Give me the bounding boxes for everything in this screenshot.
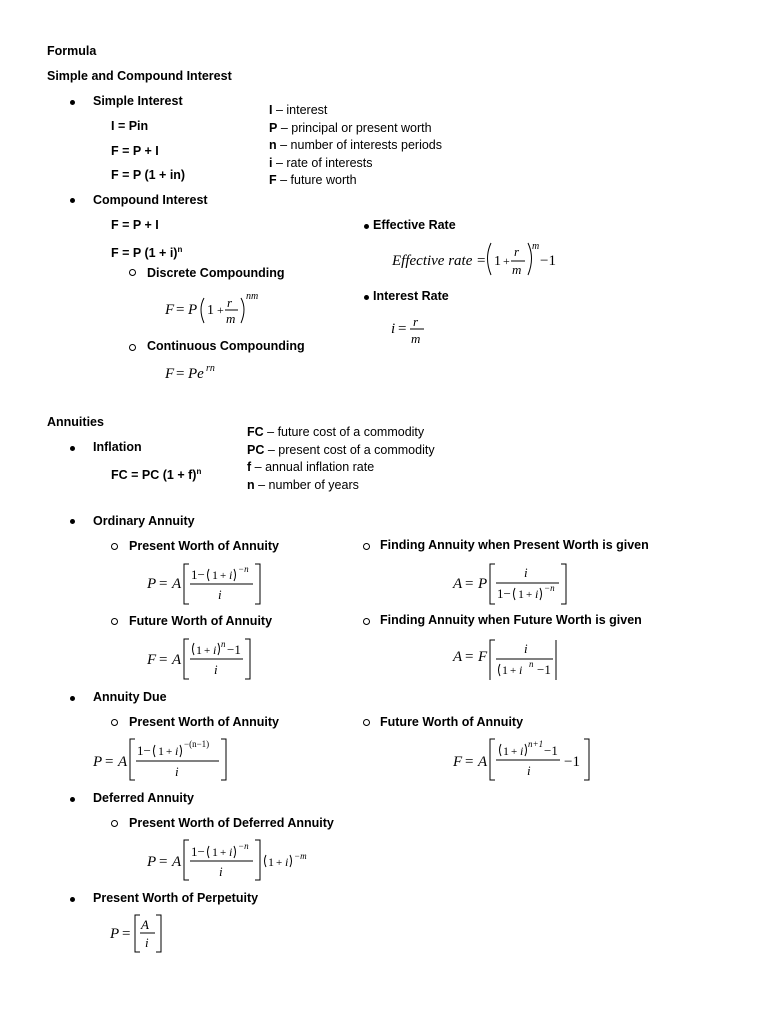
svg-text:i: i [214,662,218,677]
svg-text:A: A [172,854,182,870]
svg-text:i: i [391,321,396,337]
continuous-formula [160,360,230,386]
svg-text:+: + [276,857,283,869]
svg-text:−1: −1 [537,662,551,677]
svg-text:A: A [478,754,488,770]
svg-text:i: i [524,565,528,580]
svg-text:=: = [105,754,114,770]
sub-bullet-icon [111,543,118,550]
svg-text:i: i [229,568,233,582]
simple-legend [269,103,442,191]
svg-text:1: 1 [212,568,218,582]
annuity-due-label: Annuity Due [93,690,167,704]
simple-eq-1: I = Pin [111,119,149,133]
legend-item: i – rate of interests [269,155,373,170]
find-annuity-fw-formula [449,634,569,677]
svg-text:=: = [159,652,168,668]
svg-text:F: F [147,652,157,668]
svg-text:A: A [453,576,463,592]
svg-text:i: i [219,864,223,879]
svg-text:i: i [213,643,217,657]
bullet-icon [70,100,75,105]
due-pw-label: Present Worth of Annuity [129,715,279,729]
bullet-icon [364,224,369,229]
svg-text:1: 1 [207,303,214,318]
svg-text:+: + [510,665,517,677]
svg-text:1−: 1− [191,844,205,859]
svg-text:rn: rn [206,363,215,374]
compound-interest-label: Compound Interest [93,193,208,207]
svg-text:P: P [110,926,120,942]
sub-bullet-icon [111,719,118,726]
svg-text:=: = [176,302,185,318]
interest-rate-label: Interest Rate [373,289,449,303]
svg-text:i: i [285,855,289,869]
svg-text:P: P [147,576,157,592]
svg-text:1−: 1− [497,586,511,601]
ordinary-fw-label: Future Worth of Annuity [129,614,273,628]
svg-text:=: = [176,366,185,382]
sub-bullet-icon [363,719,370,726]
due-fw-formula [449,734,599,784]
simple-eq-2: F = P + I [111,144,159,158]
svg-text:r: r [514,244,520,259]
find-annuity-fw-label: Finding Annuity when Future Worth is given [380,613,642,627]
bullet-icon [70,897,75,902]
svg-text:m: m [411,331,421,346]
svg-text:+: + [217,303,224,317]
svg-text:1−: 1− [137,743,151,758]
effective-rate-label: Effective Rate [373,218,456,232]
svg-text:i: i [519,663,523,677]
svg-text:+: + [166,746,173,758]
svg-text:+: + [220,570,227,582]
find-annuity-pw-formula [449,558,574,608]
svg-text:i: i [524,641,528,656]
svg-text:+: + [511,746,518,758]
ordinary-annuity-label: Ordinary Annuity [93,514,195,528]
legend-item: f – annual inflation rate [247,460,375,474]
svg-text:F: F [478,649,488,665]
inflation-label: Inflation [93,440,142,454]
svg-text:n+1: n+1 [528,739,544,749]
svg-text:r: r [227,295,233,310]
svg-text:i: i [520,744,524,758]
bullet-icon [70,797,75,802]
perpetuity-label: Present Worth of Perpetuity [93,891,259,905]
continuous-compounding-label: Continuous Compounding [147,339,305,353]
svg-text:1: 1 [494,254,501,269]
sub-bullet-icon [111,618,118,625]
svg-text:=: = [465,754,474,770]
svg-text:P: P [93,754,103,770]
svg-text:m: m [532,241,540,252]
svg-text:m: m [512,262,522,277]
svg-text:1: 1 [268,855,274,869]
effective-rate-formula [390,238,565,280]
inflation-eq: FC = PC $(1 + f)^n$ [111,467,202,483]
svg-text:F: F [165,366,175,382]
svg-text:=: = [477,253,486,269]
svg-text:1: 1 [503,744,509,758]
svg-text:=: = [122,926,131,942]
svg-text:−1: −1 [544,743,558,758]
svg-text:−1: −1 [540,253,556,269]
bullet-icon [70,696,75,701]
svg-text:i: i [218,587,222,602]
svg-text:A: A [172,576,182,592]
bullet-icon [364,295,369,300]
svg-text:F: F [453,754,463,770]
svg-text:−n: −n [238,564,249,574]
svg-text:i: i [175,764,179,779]
svg-text:+: + [204,645,211,657]
svg-text:Effective rate: Effective rate [392,253,473,269]
svg-text:P: P [147,854,157,870]
svg-text:F: F [165,302,175,318]
doc-title: Formula [47,44,97,58]
svg-text:P: P [188,302,198,318]
svg-text:nm: nm [246,291,259,302]
compound-eq-1: F = P + I [111,218,159,232]
deferred-annuity-label: Deferred Annuity [93,791,194,805]
legend-item: PC – present cost of a commodity [247,442,435,457]
bullet-icon [70,446,75,451]
svg-text:+: + [220,847,227,859]
svg-text:=: = [398,321,407,337]
deferred-pw-label: Present Worth of Deferred Annuity [129,816,334,830]
svg-text:=: = [465,649,474,665]
svg-text:i: i [175,744,179,758]
svg-text:=: = [159,576,168,592]
simple-interest-label: Simple Interest [93,94,183,108]
ordinary-fw-formula [143,634,258,682]
svg-text:m: m [226,311,236,326]
svg-text:−n: −n [238,841,249,851]
interest-rate-formula [388,313,433,349]
svg-text:A: A [141,917,149,932]
svg-text:1: 1 [196,643,202,657]
bullet-icon [70,198,75,203]
svg-text:i: i [535,587,539,601]
section-heading-annuities: Annuities [47,415,104,429]
compound-eq-2: F = P $(1 + i)^n$ [111,245,183,261]
perpetuity-formula [106,910,171,956]
legend-item: n – number of interests periods [269,138,443,152]
svg-text:−n: −n [544,583,555,593]
svg-text:n: n [529,659,534,669]
svg-text:Pe: Pe [188,366,204,382]
ordinary-pw-label: Present Worth of Annuity [129,539,279,553]
svg-text:=: = [159,854,168,870]
svg-text:A: A [172,652,182,668]
svg-text:+: + [526,589,533,601]
svg-text:1: 1 [158,744,164,758]
sub-bullet-icon [363,618,370,625]
svg-text:+: + [503,254,510,268]
svg-text:=: = [465,576,474,592]
svg-text:−1: −1 [227,642,241,657]
discrete-compounding-label: Discrete Compounding [147,266,285,280]
discrete-formula [160,287,270,332]
svg-text:A: A [453,649,463,665]
svg-text:i: i [145,935,149,950]
svg-text:−1: −1 [564,754,580,770]
sub-bullet-icon [129,269,136,276]
svg-text:1: 1 [502,663,508,677]
find-annuity-pw-label: Finding Annuity when Present Worth is given [380,538,649,552]
svg-text:r: r [413,314,419,329]
sub-bullet-icon [363,543,370,550]
legend-item: I – interest [269,103,328,117]
inflation-legend [247,425,435,495]
sub-bullet-icon [129,344,136,351]
svg-text:P: P [478,576,488,592]
simple-eq-3: F = P (1 + in) [111,168,186,182]
svg-text:1−: 1− [191,567,205,582]
due-fw-label: Future Worth of Annuity [380,715,524,729]
due-pw-formula [89,734,234,784]
svg-text:−(n−1): −(n−1) [184,739,210,749]
sub-bullet-icon [111,820,118,827]
svg-text:i: i [527,763,531,778]
deferred-pw-formula [143,835,313,885]
legend-item: n – number of years [247,477,359,492]
legend-item: FC – future cost of a commodity [247,425,425,439]
svg-text:i: i [229,845,233,859]
svg-text:A: A [118,754,128,770]
section-heading-interest: Simple and Compound Interest [47,69,232,83]
ordinary-pw-formula [143,558,268,608]
svg-text:1: 1 [212,845,218,859]
legend-item: P – principal or present worth [269,120,432,135]
legend-item: F – future worth [269,173,357,187]
svg-text:1: 1 [518,587,524,601]
svg-text:−m: −m [294,851,307,861]
svg-text:n: n [221,639,226,649]
bullet-icon [70,519,75,524]
